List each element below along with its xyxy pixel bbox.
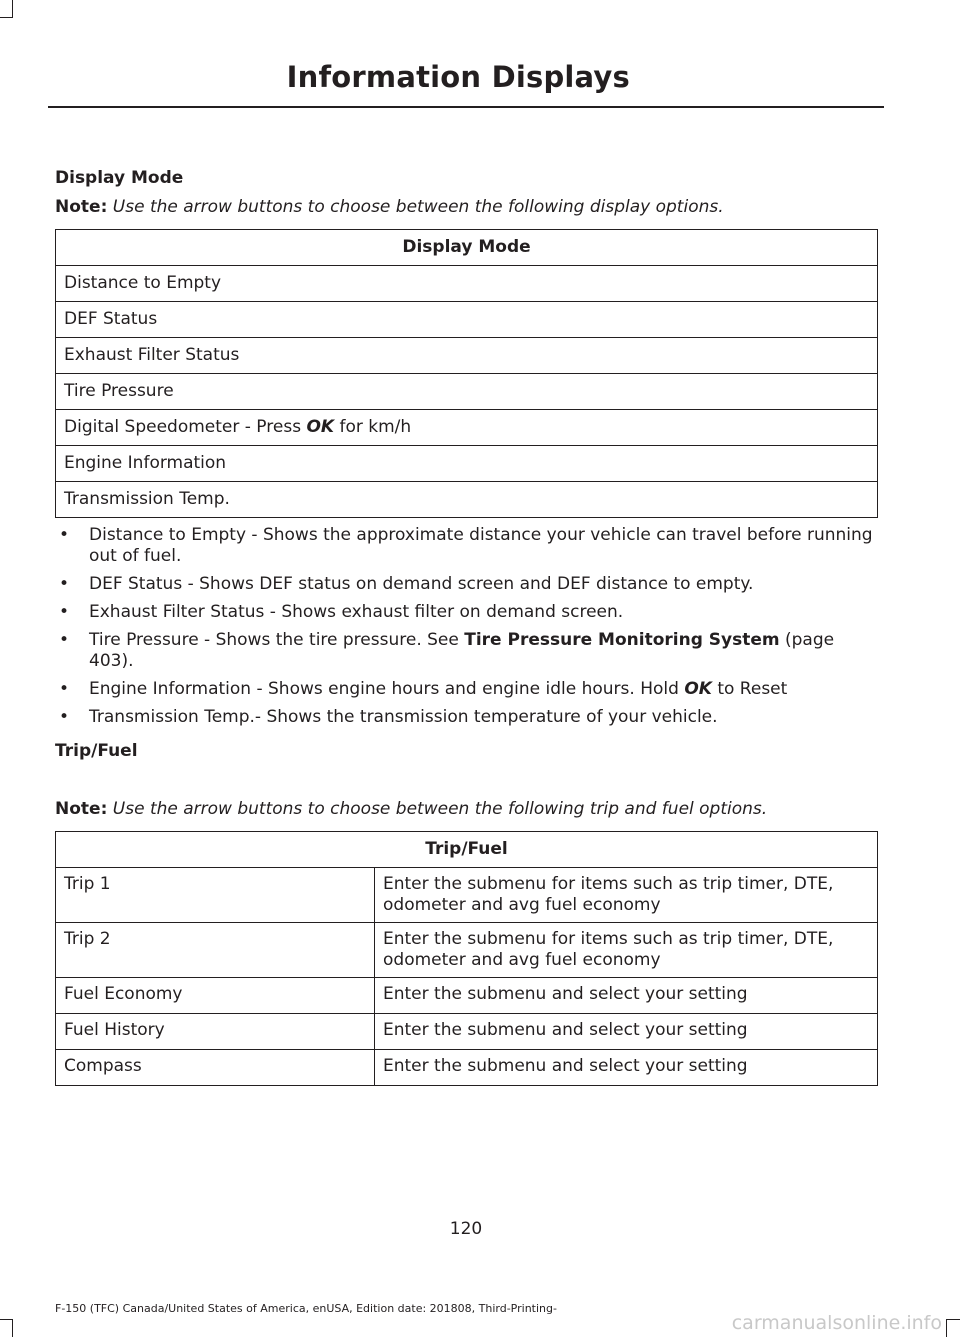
list-item-text: Distance to Empty - Shows the approximate distance your vehicle can travel before running out of fuel. xyxy=(89,525,873,566)
bullet-icon: • xyxy=(59,679,70,699)
watermark: carmanualsonline.info xyxy=(731,1312,942,1334)
list-item xyxy=(55,707,875,728)
table-cell-item: Fuel History xyxy=(56,1014,375,1050)
crop-mark xyxy=(946,1319,960,1320)
bullet-icon: • xyxy=(59,602,70,622)
section-heading-display-mode: Display Mode xyxy=(55,168,184,188)
table-cell: Exhaust Filter Status xyxy=(56,338,878,374)
edition-footer: F-150 (TFC) Canada/United States of America, enUSA, Edition date: 201808, Third-Printing- xyxy=(55,1302,557,1315)
table-row xyxy=(56,482,878,518)
bullet-icon: • xyxy=(59,525,70,545)
table-cell-item: Trip 1 xyxy=(56,868,375,923)
list-item xyxy=(55,679,875,700)
cross-reference-link[interactable]: Tire Pressure Monitoring System xyxy=(464,630,780,650)
table-cell-item: Trip 2 xyxy=(56,923,375,978)
note-label: Note: xyxy=(55,197,108,217)
list-item-text: Exhaust Filter Status - Shows exhaust filter on demand screen. xyxy=(89,602,624,622)
list-item xyxy=(55,525,875,567)
table-row xyxy=(56,923,878,978)
table-row xyxy=(56,446,878,482)
note-display-mode xyxy=(55,197,724,217)
table-cell-item: Fuel Economy xyxy=(56,978,375,1014)
table-row xyxy=(56,868,878,923)
table-cell-item: Compass xyxy=(56,1050,375,1086)
list-item-text: Transmission Temp.- Shows the transmission temperature of your vehicle. xyxy=(89,707,718,727)
crop-mark xyxy=(0,17,13,18)
table-cell: Transmission Temp. xyxy=(56,482,878,518)
crop-mark xyxy=(946,1319,947,1337)
table-cell: DEF Status xyxy=(56,302,878,338)
table-cell: Tire Pressure xyxy=(56,374,878,410)
table-row xyxy=(56,410,878,446)
list-item xyxy=(55,574,875,595)
bullet-icon: • xyxy=(59,574,70,594)
table-row xyxy=(56,1014,878,1050)
bullet-icon: • xyxy=(59,707,70,727)
crop-mark xyxy=(12,1319,13,1337)
speedo-text-before: Digital Speedometer - Press xyxy=(64,417,307,437)
list-item-text: Tire Pressure - Shows the tire pressure. See xyxy=(89,630,465,650)
speedo-text-after: for km/h xyxy=(334,417,412,437)
table-row xyxy=(56,338,878,374)
note-text: Use the arrow buttons to choose between the following trip and fuel options. xyxy=(112,799,768,819)
list-item-text: (page 403). xyxy=(89,630,835,671)
list-item-text: to Reset xyxy=(711,679,788,699)
list-item xyxy=(55,630,875,672)
ok-button-label: OK xyxy=(306,417,335,437)
table-header-cell: Display Mode xyxy=(56,230,878,266)
table-header-row xyxy=(56,832,878,868)
list-item xyxy=(55,602,875,623)
table-cell-description: Enter the submenu and select your setting xyxy=(375,978,878,1014)
trip-fuel-table xyxy=(55,831,878,1086)
table-cell: Engine Information xyxy=(56,446,878,482)
table-cell-description: Enter the submenu for items such as trip timer, DTE, odometer and avg fuel economy xyxy=(375,923,878,978)
crop-mark xyxy=(0,1319,13,1320)
page-number: 120 xyxy=(449,1219,483,1239)
display-mode-bullet-list xyxy=(55,525,875,735)
note-label: Note: xyxy=(55,799,108,819)
header-divider xyxy=(48,106,884,108)
table-cell-description: Enter the submenu and select your setting xyxy=(375,1050,878,1086)
table-row xyxy=(56,374,878,410)
table-header-row xyxy=(56,230,878,266)
note-trip-fuel xyxy=(55,799,767,819)
table-row xyxy=(56,978,878,1014)
bullet-icon: • xyxy=(59,630,70,650)
ok-button-label: OK xyxy=(684,679,712,699)
table-cell-description: Enter the submenu for items such as trip timer, DTE, odometer and avg fuel economy xyxy=(375,868,878,923)
table-cell-description: Enter the submenu and select your setting xyxy=(375,1014,878,1050)
display-mode-table xyxy=(55,229,878,518)
crop-mark xyxy=(12,0,13,18)
table-header-cell: Trip/Fuel xyxy=(56,832,878,868)
page-title: Information Displays xyxy=(286,60,630,94)
table-row xyxy=(56,266,878,302)
table-cell: Distance to Empty xyxy=(56,266,878,302)
table-cell xyxy=(56,410,878,446)
list-item-text: Engine Information - Shows engine hours and engine idle hours. Hold xyxy=(89,679,685,699)
section-heading-trip-fuel: Trip/Fuel xyxy=(55,741,138,761)
table-row xyxy=(56,1050,878,1086)
list-item-text: DEF Status - Shows DEF status on demand screen and DEF distance to empty. xyxy=(89,574,754,594)
table-row xyxy=(56,302,878,338)
note-text: Use the arrow buttons to choose between the following display options. xyxy=(112,197,724,217)
